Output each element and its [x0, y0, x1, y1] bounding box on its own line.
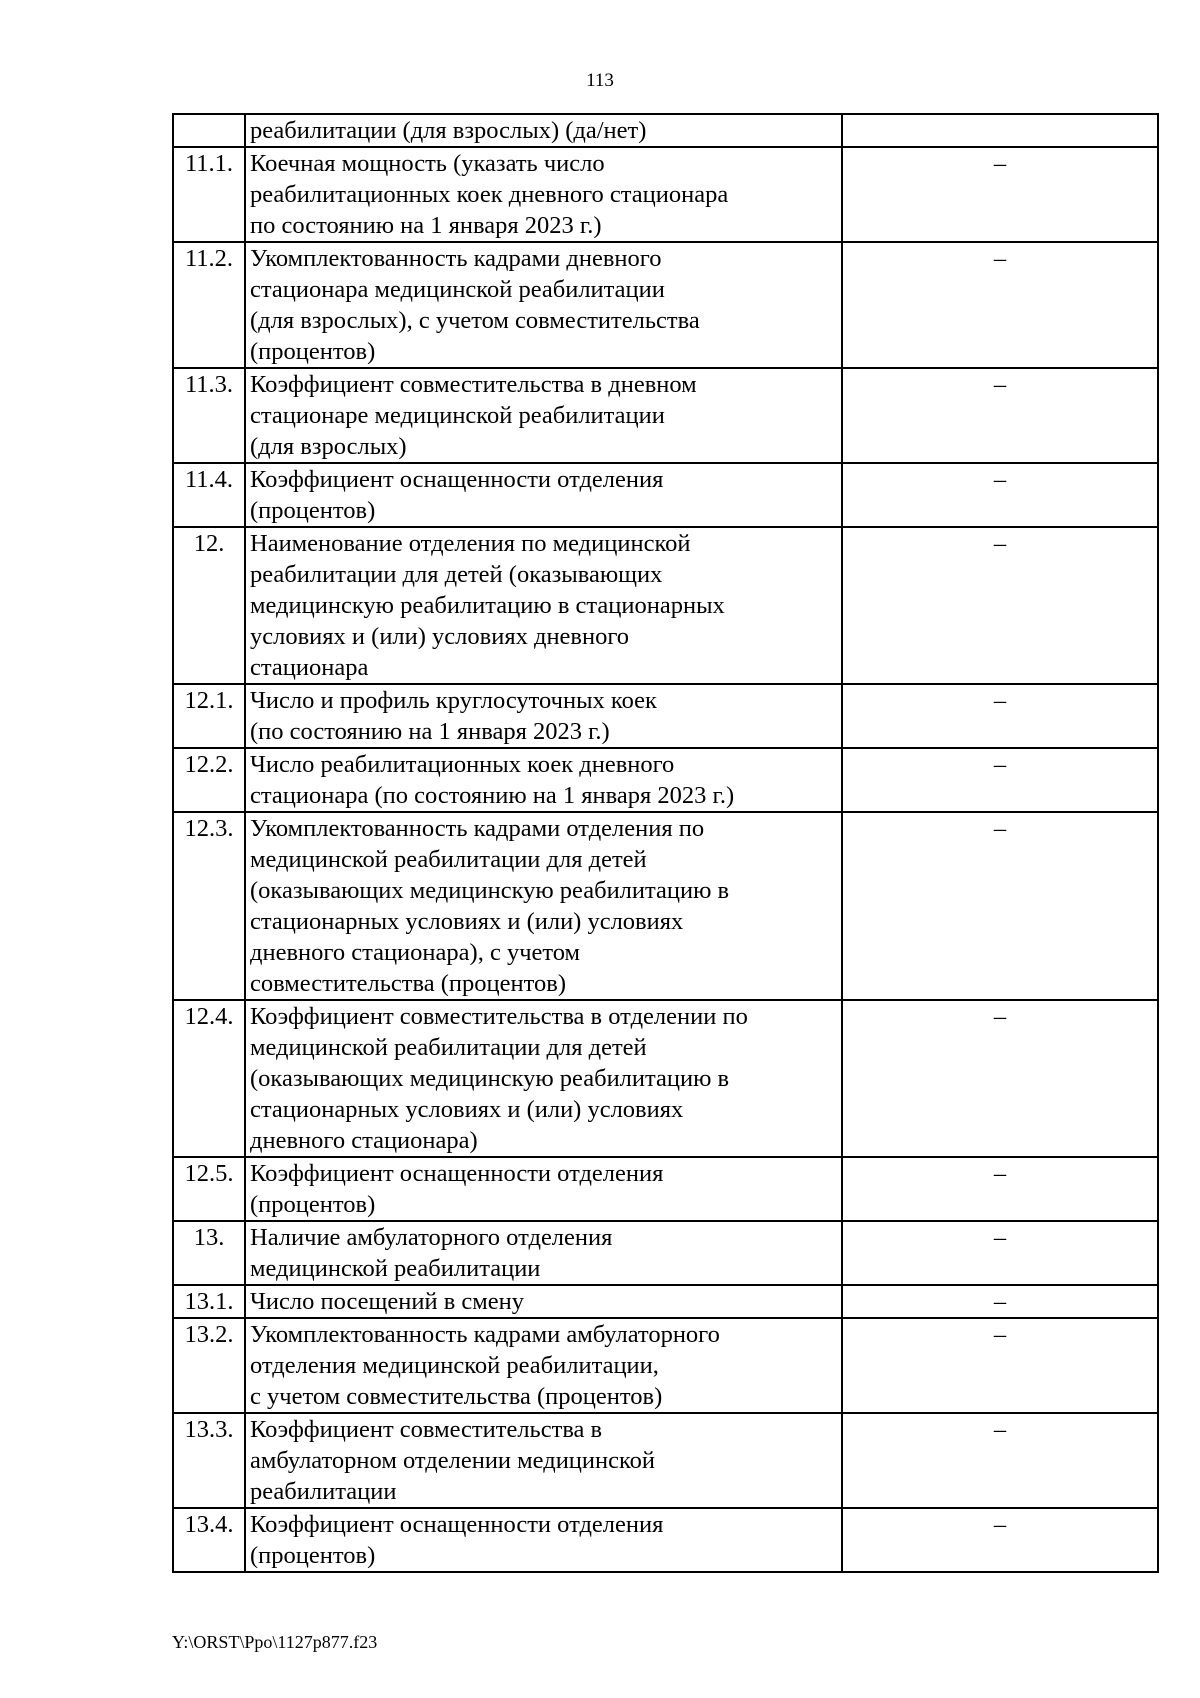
row-description: Число посещений в смену	[245, 1285, 842, 1318]
table-row	[173, 1221, 1158, 1285]
row-number: 12.1.	[173, 684, 245, 748]
row-number: 12.5.	[173, 1157, 245, 1221]
page-number: 113	[586, 70, 614, 91]
row-value: –	[842, 1157, 1158, 1221]
row-number: 12.2.	[173, 748, 245, 812]
row-description: Число реабилитационных коек дневного стационара (по состоянию на 1 января 2023 г.)	[245, 748, 842, 812]
row-number: 12.	[173, 527, 245, 684]
rehabilitation-table	[172, 113, 1159, 1573]
row-number: 11.4.	[173, 463, 245, 527]
row-description: Укомплектованность кадрами отделения по медицинской реабилитации для детей (оказывающих медицинскую реабилитацию в стационарных условиях и (или) условиях дневного стационара), с учетом совместительства (процентов)	[245, 812, 842, 1000]
table-row	[173, 242, 1158, 368]
table-row	[173, 1413, 1158, 1508]
row-description: Укомплектованность кадрами амбулаторного отделения медицинской реабилитации, с учетом совместительства (процентов)	[245, 1318, 842, 1413]
row-number	[173, 114, 245, 147]
row-value: –	[842, 1285, 1158, 1318]
row-value: –	[842, 147, 1158, 242]
row-value: –	[842, 748, 1158, 812]
row-number: 11.2.	[173, 242, 245, 368]
row-value: –	[842, 1221, 1158, 1285]
row-description: Коэффициент совместительства в дневном стационаре медицинской реабилитации (для взрослых)	[245, 368, 842, 463]
row-number: 13.1.	[173, 1285, 245, 1318]
row-value: –	[842, 1413, 1158, 1508]
table-row	[173, 463, 1158, 527]
row-number: 12.4.	[173, 1000, 245, 1157]
row-value: –	[842, 812, 1158, 1000]
table-row	[173, 684, 1158, 748]
table-row	[173, 812, 1158, 1000]
table-row	[173, 748, 1158, 812]
row-description: Наименование отделения по медицинской реабилитации для детей (оказывающих медицинскую реабилитацию в стационарных условиях и (или) условиях дневного стационара	[245, 527, 842, 684]
table-row	[173, 1157, 1158, 1221]
row-number: 11.1.	[173, 147, 245, 242]
row-value: –	[842, 463, 1158, 527]
table-row	[173, 114, 1158, 147]
row-number: 13.	[173, 1221, 245, 1285]
table-row	[173, 147, 1158, 242]
row-number: 13.4.	[173, 1508, 245, 1572]
table-row	[173, 1000, 1158, 1157]
row-description: Коечная мощность (указать число реабилитационных коек дневного стационара по состоянию на 1 января 2023 г.)	[245, 147, 842, 242]
row-description: Коэффициент совместительства в отделении по медицинской реабилитации для детей (оказывающих медицинскую реабилитацию в стационарных условиях и (или) условиях дневного стационара)	[245, 1000, 842, 1157]
row-description: Коэффициент оснащенности отделения (процентов)	[245, 1508, 842, 1572]
row-number: 13.2.	[173, 1318, 245, 1413]
table-row	[173, 1285, 1158, 1318]
row-value: –	[842, 1000, 1158, 1157]
row-description: Число и профиль круглосуточных коек (по состоянию на 1 января 2023 г.)	[245, 684, 842, 748]
row-number: 13.3.	[173, 1413, 245, 1508]
row-value: –	[842, 368, 1158, 463]
row-value: –	[842, 527, 1158, 684]
table-row	[173, 1508, 1158, 1572]
table-row	[173, 527, 1158, 684]
row-description: Наличие амбулаторного отделения медицинской реабилитации	[245, 1221, 842, 1285]
table-body	[173, 114, 1158, 1572]
row-value: –	[842, 684, 1158, 748]
row-value: –	[842, 1508, 1158, 1572]
file-path-footer: Y:\ORST\Ppo\1127p877.f23	[172, 1632, 378, 1652]
table-row	[173, 368, 1158, 463]
row-number: 11.3.	[173, 368, 245, 463]
row-value: –	[842, 242, 1158, 368]
row-description: Коэффициент оснащенности отделения (процентов)	[245, 463, 842, 527]
row-description: Укомплектованность кадрами дневного стационара медицинской реабилитации (для взрослых), с учетом совместительства (процентов)	[245, 242, 842, 368]
row-description: Коэффициент оснащенности отделения (процентов)	[245, 1157, 842, 1221]
row-value	[842, 114, 1158, 147]
table-row	[173, 1318, 1158, 1413]
row-number: 12.3.	[173, 812, 245, 1000]
row-description: Коэффициент совместительства в амбулаторном отделении медицинской реабилитации	[245, 1413, 842, 1508]
row-description: реабилитации (для взрослых) (да/нет)	[245, 114, 842, 147]
row-value: –	[842, 1318, 1158, 1413]
